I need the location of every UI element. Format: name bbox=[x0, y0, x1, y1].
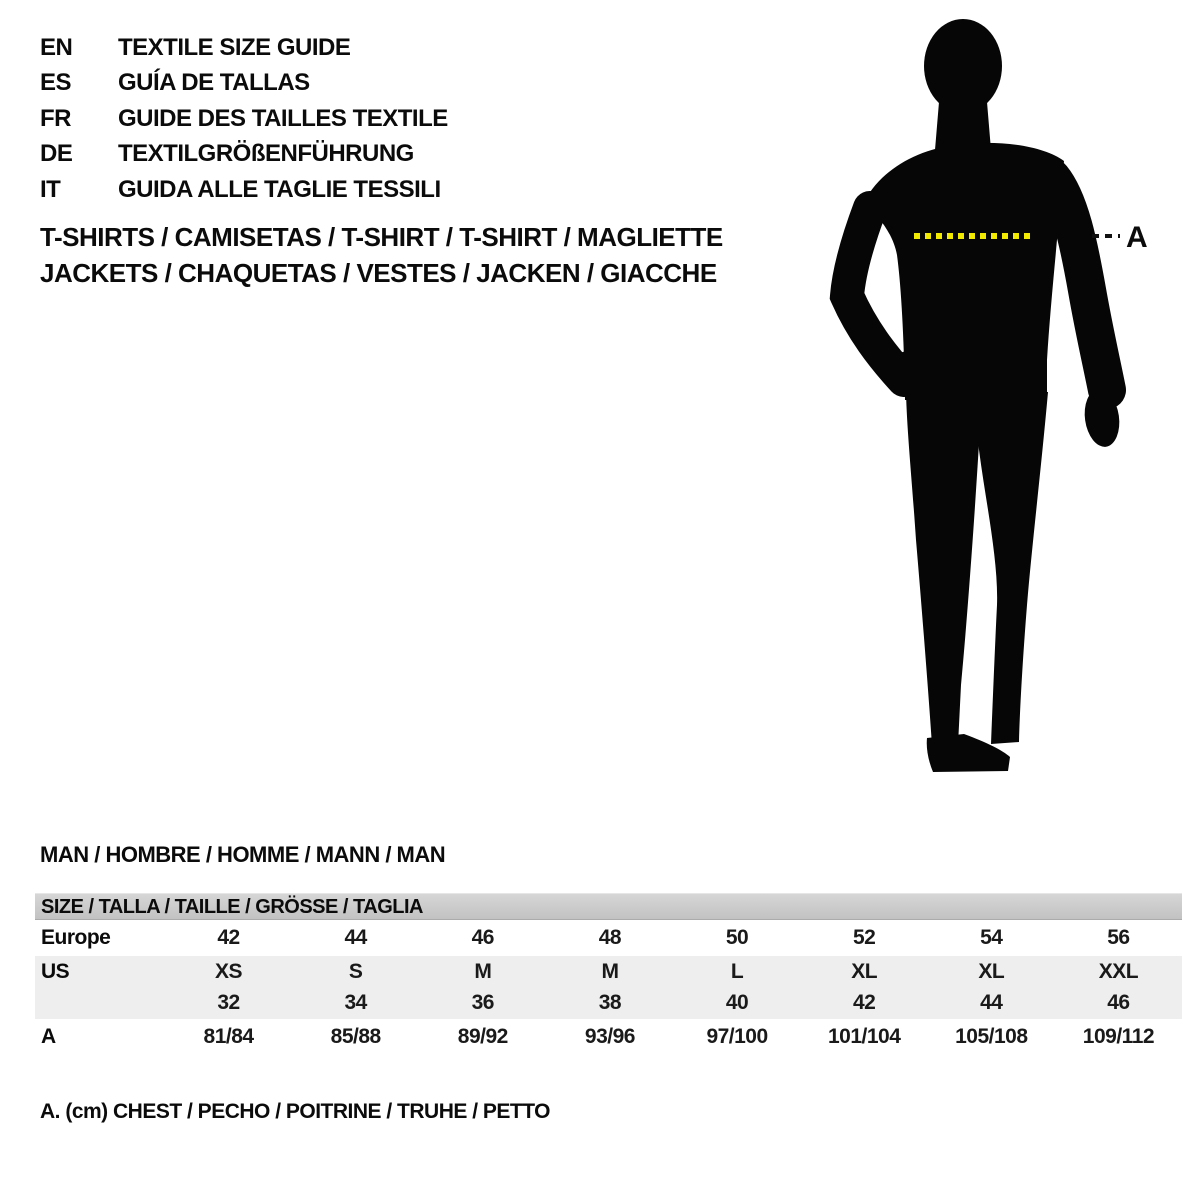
size-cell: 85/88 bbox=[330, 1024, 381, 1048]
row-label: US bbox=[41, 959, 70, 983]
product-line-jackets: JACKETS / CHAQUETAS / VESTES / JACKEN / GIACCHE bbox=[40, 258, 717, 288]
section-title-man: MAN / HOMBRE / HOMME / MANN / MAN bbox=[40, 842, 446, 867]
size-cell: S bbox=[348, 959, 363, 983]
lang-code: ES bbox=[40, 69, 72, 97]
size-table bbox=[35, 893, 1182, 1054]
size-cell: 42 bbox=[853, 991, 876, 1014]
size-cell: 46 bbox=[1107, 991, 1130, 1014]
man-silhouette bbox=[847, 19, 1123, 772]
size-cell: 105/108 bbox=[955, 1024, 1028, 1048]
size-cell: M bbox=[601, 959, 619, 983]
table-row-europe bbox=[35, 920, 1182, 956]
size-cell: 56 bbox=[1107, 926, 1130, 949]
lang-title: GUIDA ALLE TAGLIE TESSILI bbox=[118, 175, 441, 203]
size-cell: 101/104 bbox=[827, 1024, 901, 1048]
lang-row-it bbox=[40, 172, 448, 208]
size-cell: 44 bbox=[980, 991, 1003, 1014]
size-cell: 32 bbox=[217, 991, 240, 1014]
size-cell: XXL bbox=[1098, 959, 1139, 983]
size-cell: 34 bbox=[344, 991, 367, 1014]
size-cell: 109/112 bbox=[1082, 1024, 1155, 1048]
measurement-footnote: A. (cm) CHEST / PECHO / POITRINE / TRUHE / PETTO bbox=[40, 1100, 551, 1123]
table-row-us bbox=[35, 956, 1182, 987]
lang-code: IT bbox=[40, 175, 61, 203]
product-category-block bbox=[40, 219, 723, 291]
size-cell: XL bbox=[978, 959, 1005, 983]
size-table-header: SIZE / TALLA / TAILLE / GRÖSSE / TAGLIA bbox=[35, 893, 1182, 920]
size-cell: XS bbox=[215, 959, 243, 983]
size-cell: 97/100 bbox=[706, 1024, 768, 1048]
lang-code: DE bbox=[40, 140, 73, 168]
size-cell: 52 bbox=[853, 926, 876, 949]
row-label: A bbox=[41, 1024, 56, 1048]
language-title-block bbox=[40, 30, 448, 208]
size-cell: 42 bbox=[217, 926, 240, 949]
lang-row-en bbox=[40, 30, 448, 66]
size-cell: M bbox=[474, 959, 492, 983]
size-cell: 40 bbox=[725, 991, 749, 1014]
size-cell: 81/84 bbox=[203, 1024, 254, 1048]
size-cell: XL bbox=[851, 959, 878, 983]
size-cell: L bbox=[730, 959, 744, 983]
table-row-numeric bbox=[35, 987, 1182, 1019]
size-cell: 50 bbox=[725, 926, 749, 949]
row-label: Europe bbox=[41, 926, 111, 949]
lang-row-fr bbox=[40, 101, 448, 137]
size-cell: 48 bbox=[598, 926, 622, 949]
size-cell: 44 bbox=[344, 926, 367, 949]
lang-row-es bbox=[40, 66, 448, 102]
size-cell: 46 bbox=[471, 926, 494, 949]
size-cell: 38 bbox=[598, 991, 622, 1014]
table-row-chest-a bbox=[35, 1019, 1182, 1054]
lang-title: TEXTILGRÖßENFÜHRUNG bbox=[118, 140, 414, 168]
lang-code: EN bbox=[40, 33, 73, 61]
lang-title: GUIDE DES TAILLES TEXTILE bbox=[118, 104, 448, 132]
lang-code: FR bbox=[40, 104, 71, 132]
man-silhouette-figure bbox=[780, 0, 1200, 800]
product-line-tshirts: T-SHIRTS / CAMISETAS / T-SHIRT / T-SHIRT / MAGLIETTE bbox=[40, 222, 723, 252]
lang-row-de bbox=[40, 137, 448, 173]
lang-title: GUÍA DE TALLAS bbox=[118, 69, 310, 97]
lang-title: TEXTILE SIZE GUIDE bbox=[118, 33, 351, 61]
size-cell: 54 bbox=[980, 926, 1003, 949]
size-cell: 89/92 bbox=[457, 1024, 508, 1048]
measure-label-a: A bbox=[1126, 221, 1148, 254]
size-cell: 36 bbox=[471, 991, 494, 1014]
size-cell: 93/96 bbox=[584, 1024, 635, 1048]
